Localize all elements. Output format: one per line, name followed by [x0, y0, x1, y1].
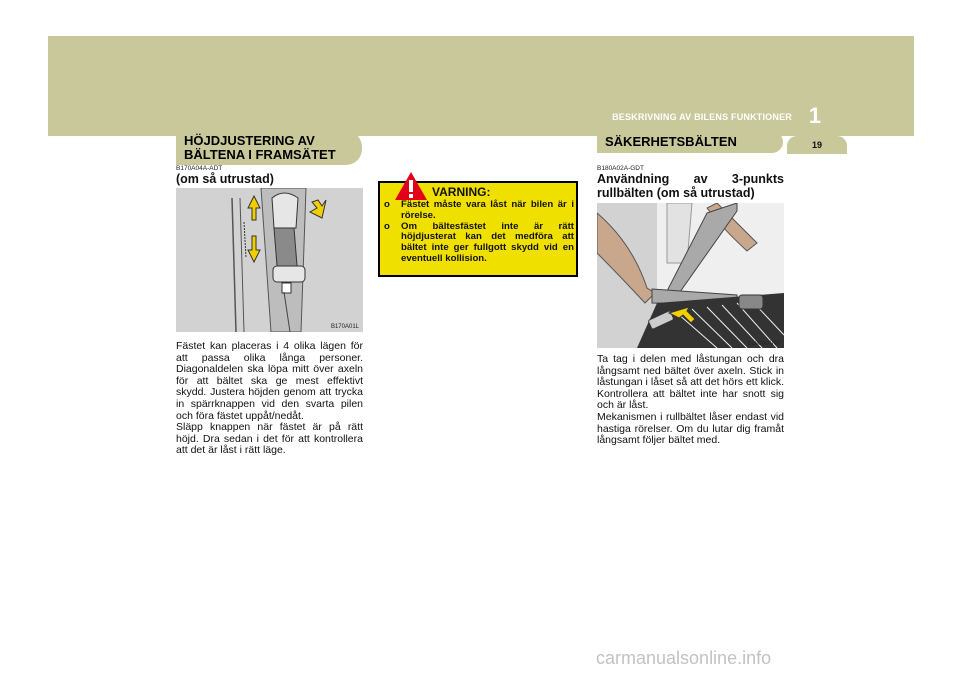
chapter-number: 1 — [808, 103, 821, 128]
section-code: B180A02A-GDT — [597, 165, 644, 172]
bullet: o — [384, 220, 390, 232]
subheading — [597, 172, 784, 200]
bullet: o — [384, 199, 390, 210]
subheading-line2: rullbälten (om så utrustad) — [597, 186, 755, 200]
seatbelt-anchor-figure — [176, 188, 363, 332]
warning-list — [384, 200, 574, 265]
left-body-text — [176, 341, 363, 457]
warning-item — [384, 222, 574, 265]
subheading: (om så utrustad) — [176, 172, 274, 186]
section-tab-seatbelts: SÄKERHETSBÄLTEN — [597, 131, 783, 153]
warning-item-text: Fästet måste vara låst när bilen är i rörelse. — [401, 199, 574, 221]
seatbelt-anchor-illustration — [176, 188, 363, 332]
section-tab-height-adjust — [176, 131, 362, 165]
warning-item — [384, 200, 574, 222]
figure-label: B180A01NF — [747, 341, 780, 347]
paragraph: Släpp knappen när fästet är på rätt höjd. Dra sedan i det för att kontrollera att det är låst i rätt läge. — [176, 421, 363, 457]
watermark: carmanualsonline.info — [596, 648, 772, 668]
paragraph: Ta tag i delen med låstungan och dra långsamt ned bältet över axeln. Stick in låstungan i låset så att det hörs ett klick. Kontrollera att bältet inte har snott sig och är låst. — [597, 353, 784, 412]
paragraph: Mekanismen i rullbältet låser endast vid hastiga rörelser. Om du lutar dig framåt långsamt följer bältet med. — [597, 410, 784, 447]
section-code: B170A04A-ADT — [176, 165, 223, 172]
right-body-text — [597, 354, 784, 447]
chapter-title: BESKRIVNING AV BILENS FUNKTIONER — [612, 112, 792, 122]
figure-label: B170A01L — [330, 324, 359, 330]
section-title-line1: HÖJDJUSTERING AV — [184, 133, 315, 148]
warning-triangle-icon — [394, 171, 428, 201]
warning-title: VARNING: — [432, 185, 491, 199]
paragraph: Fästet kan placeras i 4 olika lägen för att passa olika långa personer. Diagonaldelen ska löpa mitt över axeln för att bältet ska ge mest effektivt skydd. Justera höjden genom att trycka in spärrknappen vid den svarta pilen och föra fästet uppåt/nedåt. — [176, 340, 363, 422]
warning-box — [378, 181, 578, 277]
seatbelt-usage-figure — [597, 203, 784, 348]
warning-item-text: Om bältesfästet inte är rätt höjdjusterat kan det medföra att bältet inte ger fullgott skydd vid en eventuell kollision. — [401, 220, 574, 264]
subheading-line1: Användning av 3-punkts — [597, 172, 784, 186]
page-number: 19 — [787, 136, 847, 154]
seatbelt-usage-illustration — [597, 203, 784, 348]
section-title-line2: BÄLTENA I FRAMSÄTET — [184, 147, 336, 162]
